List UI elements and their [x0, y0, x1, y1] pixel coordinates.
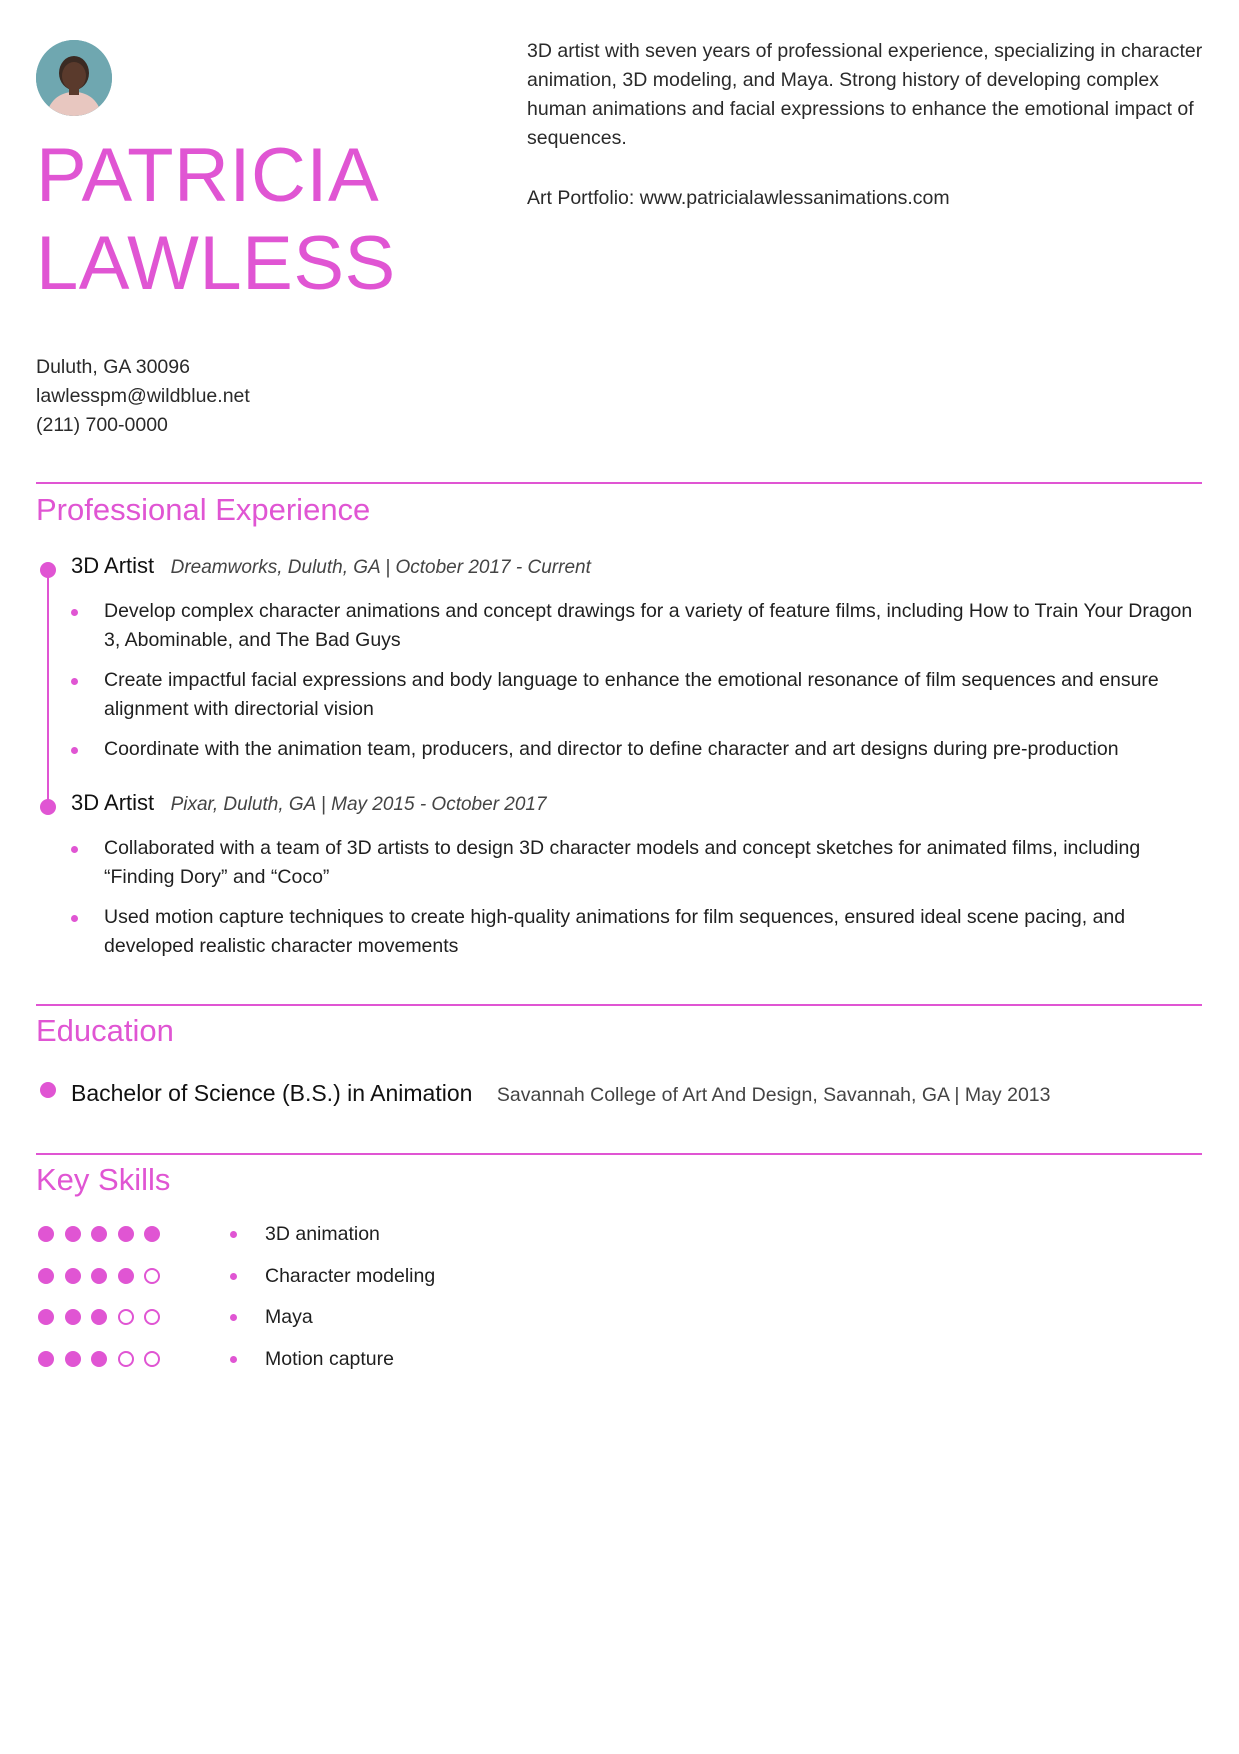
name-line-last: LAWLESS	[36, 221, 396, 306]
rating-dot-filled	[91, 1268, 107, 1284]
rating-dot-filled	[118, 1268, 134, 1284]
education-entry	[71, 1080, 1050, 1107]
portfolio-link[interactable]: Art Portfolio: www.patricialawlessanimations.com	[527, 187, 950, 209]
rating-dot-filled	[91, 1309, 107, 1325]
bullet-icon	[71, 678, 78, 685]
job-title: 3D Artist	[71, 790, 155, 815]
rating-dot-filled	[65, 1351, 81, 1367]
rating-dot-filled	[38, 1226, 54, 1242]
name-line-first: PATRICIA	[36, 133, 380, 218]
rating-dot-filled	[118, 1226, 134, 1242]
rating-dot-filled	[65, 1268, 81, 1284]
job-bullet: Create impactful facial expressions and body language to enhance the emotional resonance of film sequences and ensure alignment with directorial vision	[104, 669, 1159, 720]
timeline-dot	[40, 562, 56, 578]
rating-dot-filled	[91, 1226, 107, 1242]
job-bullet: Used motion capture techniques to create high-quality animations for film sequences, ensured ideal scene pacing, and developed realistic character movements	[104, 906, 1126, 957]
contact-location: Duluth, GA 30096	[36, 356, 190, 378]
job-meta: Dreamworks, Duluth, GA | October 2017 - Current	[170, 557, 591, 578]
person-icon	[36, 40, 112, 116]
job-heading	[71, 553, 591, 579]
rating-dot-empty	[144, 1309, 160, 1325]
rating-dot-empty	[144, 1268, 160, 1284]
rating-dot-empty	[118, 1351, 134, 1367]
job-bullet: Collaborated with a team of 3D artists to design 3D character models and concept sketches for animated films, including “Finding Dory” and “Coco”	[104, 837, 1141, 888]
experience-heading: Professional Experience	[36, 492, 371, 527]
rating-dot-filled	[144, 1226, 160, 1242]
job-bullet: Develop complex character animations and concept drawings for a variety of feature films, including How to Train Your Dragon 3, Abominable, and The Bad Guys	[104, 600, 1193, 651]
rating-dot-empty	[144, 1351, 160, 1367]
bullet-icon	[71, 915, 78, 922]
skills-heading: Key Skills	[36, 1162, 171, 1197]
rating-dot-filled	[65, 1309, 81, 1325]
section-divider	[36, 482, 1202, 484]
contact-info	[36, 353, 250, 440]
rating-dot-filled	[38, 1309, 54, 1325]
rating-dot-empty	[118, 1309, 134, 1325]
timeline-dot	[40, 799, 56, 815]
skill-name: Motion capture	[265, 1348, 394, 1370]
job-title: 3D Artist	[71, 553, 155, 578]
candidate-name	[36, 132, 396, 308]
bullet-icon	[71, 747, 78, 754]
rating-dot-filled	[38, 1351, 54, 1367]
profile-photo	[36, 40, 112, 116]
bullet-icon	[71, 609, 78, 616]
education-dot	[40, 1082, 56, 1098]
rating-dot-filled	[65, 1226, 81, 1242]
section-divider	[36, 1004, 1202, 1006]
skill-name: Character modeling	[265, 1265, 436, 1287]
school-meta: Savannah College of Art And Design, Savannah, GA | May 2013	[496, 1084, 1051, 1106]
rating-dot-filled	[91, 1351, 107, 1367]
contact-email[interactable]: lawlesspm@wildblue.net	[36, 385, 250, 407]
section-divider	[36, 1153, 1202, 1155]
job-meta: Pixar, Duluth, GA | May 2015 - October 2017	[170, 794, 547, 815]
bullet-icon	[230, 1273, 237, 1280]
bullet-icon	[230, 1356, 237, 1363]
experience-timeline	[47, 570, 49, 806]
rating-dot-filled	[38, 1268, 54, 1284]
skill-name: 3D animation	[265, 1223, 380, 1245]
job-heading	[71, 790, 547, 816]
education-heading: Education	[36, 1013, 174, 1048]
skill-name: Maya	[265, 1306, 313, 1328]
bullet-icon	[71, 846, 78, 853]
profile-summary: 3D artist with seven years of professional experience, specializing in character animation, 3D modeling, and Maya. Strong history of developing complex human animations and facial expressions to enhance the emotional impact of sequences.	[527, 40, 1203, 149]
job-bullet: Coordinate with the animation team, producers, and director to define character and art designs during pre-production	[104, 738, 1119, 760]
bullet-icon	[230, 1314, 237, 1321]
contact-phone[interactable]: (211) 700-0000	[36, 414, 168, 436]
bullet-icon	[230, 1231, 237, 1238]
degree: Bachelor of Science (B.S.) in Animation	[71, 1080, 473, 1106]
